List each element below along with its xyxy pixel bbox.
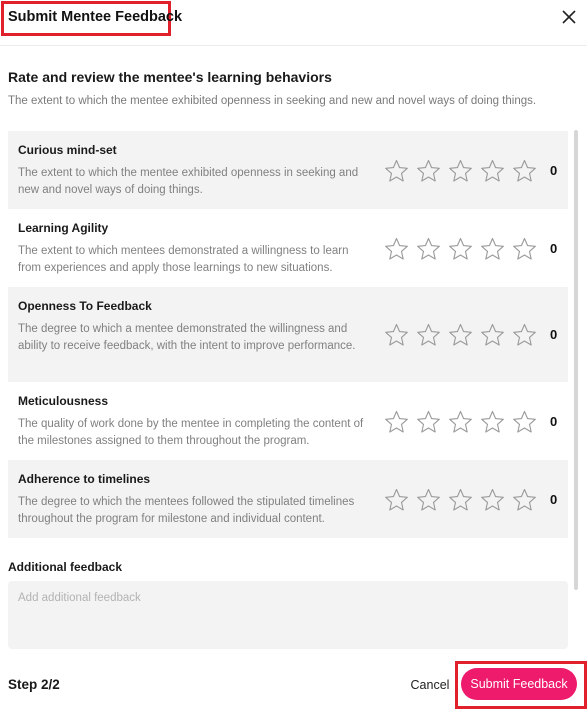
star-icon[interactable] (448, 488, 473, 512)
additional-feedback-input[interactable] (8, 581, 568, 649)
rating-value: 0 (550, 327, 558, 342)
star-rating[interactable] (384, 410, 537, 434)
criterion-title: Learning Agility (18, 221, 109, 235)
criterion-openness-to-feedback (8, 287, 568, 382)
star-icon[interactable] (416, 323, 441, 347)
star-icon[interactable] (416, 488, 441, 512)
criterion-description: The degree to which a mentee demonstrated the willingness and ability to receive feedback, with the intent to improve performance. (18, 323, 356, 352)
modal-title: Submit Mentee Feedback (8, 9, 183, 25)
criterion-title: Curious mind-set (18, 143, 117, 157)
submit-feedback-button[interactable]: Submit Feedback (461, 668, 577, 700)
rating-value: 0 (550, 241, 558, 256)
star-rating[interactable] (384, 159, 537, 183)
rating-value: 0 (550, 163, 558, 178)
cancel-button[interactable]: Cancel (404, 671, 456, 699)
criterion-title: Adherence to timelines (18, 472, 151, 486)
star-icon[interactable] (512, 323, 537, 347)
star-icon[interactable] (480, 159, 505, 183)
star-icon[interactable] (448, 237, 473, 261)
star-icon[interactable] (384, 323, 409, 347)
criterion-description: The degree to which the mentees followed the stipulated timelines throughout the program for milestone and individual content. (18, 496, 355, 525)
star-icon[interactable] (512, 237, 537, 261)
star-icon[interactable] (448, 323, 473, 347)
star-icon[interactable] (448, 410, 473, 434)
star-icon[interactable] (416, 237, 441, 261)
section-heading: Rate and review the mentee's learning behaviors (8, 69, 332, 85)
criterion-curious-mindset (8, 131, 568, 209)
rating-value: 0 (550, 492, 558, 507)
criterion-title: Openness To Feedback (18, 299, 152, 313)
star-icon[interactable] (480, 488, 505, 512)
star-icon[interactable] (480, 410, 505, 434)
criterion-title: Meticulousness (18, 394, 109, 408)
star-icon[interactable] (416, 410, 441, 434)
modal-header (0, 0, 587, 46)
criterion-learning-agility (8, 209, 568, 287)
criterion-description: The quality of work done by the mentee in completing the content of the milestones assigned to them throughout the program. (18, 418, 364, 447)
star-rating[interactable] (384, 237, 537, 261)
star-icon[interactable] (480, 237, 505, 261)
star-icon[interactable] (384, 410, 409, 434)
star-icon[interactable] (384, 159, 409, 183)
star-icon[interactable] (480, 323, 505, 347)
criterion-meticulousness (8, 382, 568, 460)
star-icon[interactable] (512, 410, 537, 434)
criterion-description: The extent to which mentees demonstrated a willingness to learn from experiences and apply those learnings to new situations. (18, 245, 349, 274)
star-icon[interactable] (512, 488, 537, 512)
scrollbar[interactable] (574, 130, 578, 590)
star-icon[interactable] (384, 237, 409, 261)
rating-value: 0 (550, 414, 558, 429)
star-icon[interactable] (416, 159, 441, 183)
star-icon[interactable] (448, 159, 473, 183)
section-description: The extent to which the mentee exhibited openness in seeking and new and novel ways of doing things. (8, 95, 537, 107)
criterion-adherence-to-timelines (8, 460, 568, 538)
star-icon[interactable] (512, 159, 537, 183)
criterion-description: The extent to which the mentee exhibited openness in seeking and new and novel ways of doing things. (18, 167, 359, 196)
close-icon[interactable] (560, 8, 578, 26)
star-icon[interactable] (384, 488, 409, 512)
star-rating[interactable] (384, 323, 537, 347)
additional-feedback-label: Additional feedback (8, 560, 123, 574)
step-indicator: Step 2/2 (8, 677, 60, 692)
star-rating[interactable] (384, 488, 537, 512)
